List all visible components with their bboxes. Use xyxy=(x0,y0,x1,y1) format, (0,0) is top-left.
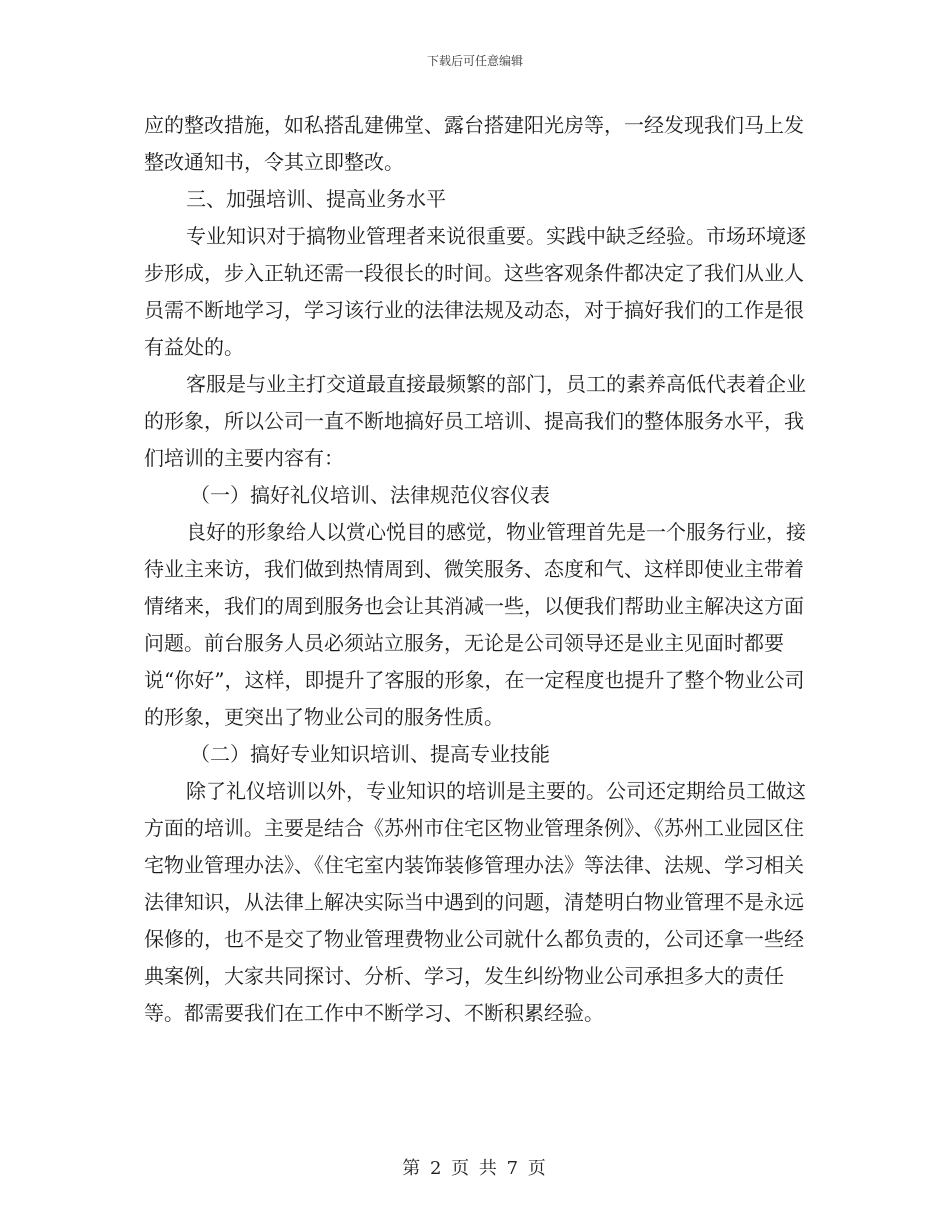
paragraph: 除了礼仪培训以外，专业知识的培训是主要的。公司还定期给员工做这方面的培训。主要是结合《苏州市住宅区物业管理条例》、《苏州工业园区住宅物业管理办法》、《住宅室内装饰装修管理办法》等法律、法规、学习相关法律知识，从法律上解决实际当中遇到的问题，清楚明白物业管理不是永远保修的，也不是交了物业管理费物业公司就什么都负责的，公司还拿一些经典案例，大家共同探讨、分析、学习，发生纠纷物业公司承担多大的责任等。都需要我们在工作中不断学习、不断积累经验。 xyxy=(144,779,806,1025)
page-header: 下载后可任意编辑 xyxy=(426,54,523,68)
paragraph: 客服是与业主打交道最直接最频繁的部门，员工的素养高低代表着企业的形象，所以公司一直不断地搞好员工培训、提高我们的整体服务水平，我们培训的主要内容有： xyxy=(144,372,806,470)
paragraph-continuation: 应的整改措施，如私搭乱建佛堂、露台搭建阳光房等，一经发现我们马上发整改通知书，令其立即整改。 xyxy=(144,113,804,174)
paragraph: 专业知识对于搞物业管理者来说很重要。实践中缺乏经验。市场环境逐步形成，步入正轨还需一段很长的时间。这些客观条件都决定了我们从业人员需不断地学习，学习该行业的法律法规及动态，对于搞好我们的工作是很有益处的。 xyxy=(144,224,806,359)
document-body xyxy=(144,107,806,1032)
subsection-heading: （二）搞好专业知识培训、提高专业技能 xyxy=(190,742,550,766)
section-heading: 三、加强培训、提高业务水平 xyxy=(186,187,446,211)
page-number-footer: 第 2 页 共 7 页 xyxy=(402,1158,548,1179)
paragraph: 良好的形象给人以赏心悦目的感觉，物业管理首先是一个服务行业，接待业主来访，我们做到热情周到、微笑服务、态度和气、这样即使业主带着情绪来，我们的周到服务也会让其消减一些，以便我们帮助业主解决这方面问题。前台服务人员必须站立服务，无论是公司领导还是业主见面时都要说“你好”，这样，即提升了客服的形象，在一定程度也提升了整个物业公司的形象，更突出了物业公司的服务性质。 xyxy=(144,520,806,729)
subsection-heading: （一）搞好礼仪培训、法律规范仪容仪表 xyxy=(190,483,550,507)
